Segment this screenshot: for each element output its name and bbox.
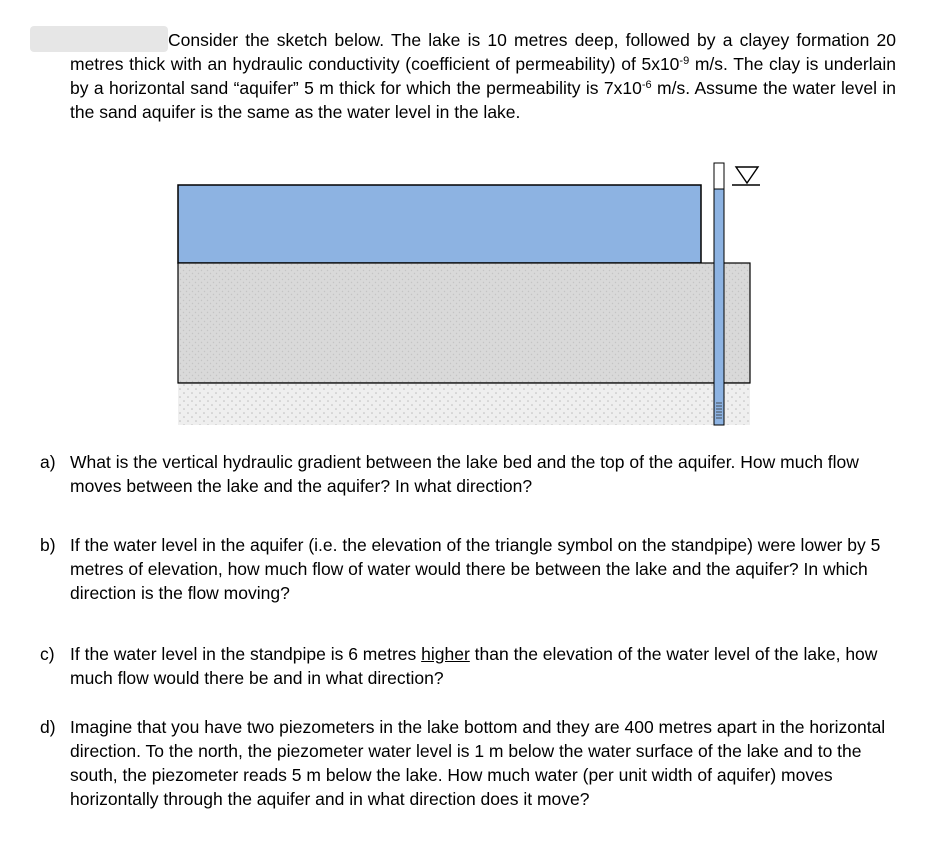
intro-part-2: m/s. The clay is underlain by a horizontal sand “aquifer” 5 m thick for which the permeability is 7x10 <box>70 54 896 98</box>
question-text: What is the vertical hydraulic gradient between the lake bed and the top of the aquifer. How much flow moves between the lake and the aquifer? In what direction? <box>70 452 859 496</box>
water-level-triangle-icon <box>736 167 758 183</box>
question-text: If the water level in the aquifer (i.e. the elevation of the triangle symbol on the standpipe) were lower by 5 metres of elevation, how much flow of water would there be between the lake and the aquifer? In which direction is the flow moving? <box>70 535 881 603</box>
question-b <box>40 533 900 605</box>
question-text: Imagine that you have two piezometers in the lake bottom and they are 400 metres apart in the horizontal direction. To the north, the piezometer water level is 1 m below the water surface of the lake and to the south, the piezometer reads 5 m below the lake. How much water (per unit width of aquifer) moves horizontally through the aquifer and in what direction does it move? <box>70 717 886 809</box>
question-text-before: If the water level in the standpipe is 6 metres <box>70 644 422 664</box>
lake-cross-section-sketch <box>170 155 760 435</box>
intro-part-1: Consider the sketch below. The lake is 10 metres deep, followed by a clayey formation 20 metres thick with an hydraulic conductivity (coefficient of permeability) of 5x10 <box>70 30 896 74</box>
standpipe <box>714 163 724 425</box>
question-a <box>40 450 900 498</box>
intro-text <box>70 28 896 124</box>
question-letter: c) <box>40 644 55 664</box>
question-c <box>40 642 900 690</box>
question-letter: a) <box>40 452 56 472</box>
clay-layer <box>178 263 750 383</box>
exponent-clay: -9 <box>679 55 690 67</box>
question-letter: b) <box>40 535 56 555</box>
sand-aquifer-layer <box>178 383 750 425</box>
standpipe-top <box>714 163 724 189</box>
problem-intro <box>70 28 896 124</box>
question-letter: d) <box>40 717 56 737</box>
intro-part-3: m/s. Assume the water level in the sand aquifer is the same as the water level in the lake. <box>70 78 896 122</box>
question-text-after: than the elevation of the water level of the lake, how much flow would there be and in what direction? <box>70 644 878 688</box>
lake-water <box>178 185 701 263</box>
underlined-word: higher <box>421 644 470 664</box>
question-d <box>40 715 900 811</box>
question-text <box>70 642 900 690</box>
exponent-sand: -6 <box>641 79 652 91</box>
